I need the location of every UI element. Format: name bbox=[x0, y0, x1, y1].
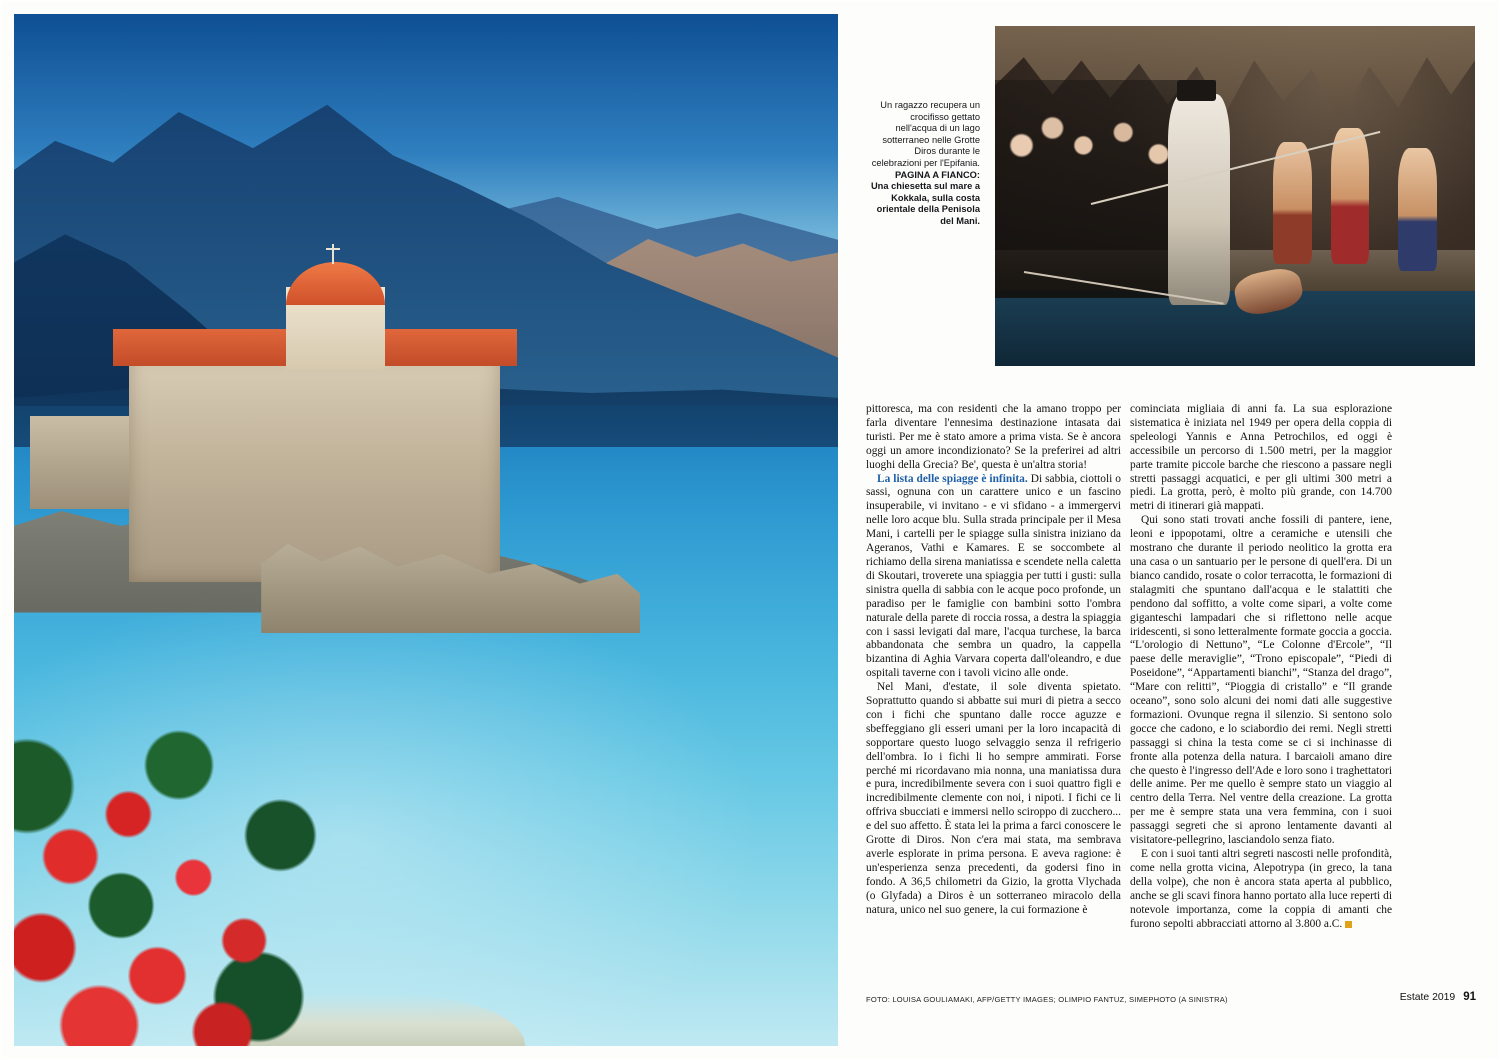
text-column-1 bbox=[866, 403, 1121, 918]
cross-icon bbox=[332, 244, 334, 264]
lede-phrase: La lista delle spiagge è infinita. bbox=[877, 472, 1028, 485]
priest-figure bbox=[1168, 94, 1230, 305]
paragraph-final bbox=[1130, 848, 1392, 931]
issue-label: Estate 2019 bbox=[1399, 992, 1456, 1003]
priest-hat bbox=[1177, 80, 1215, 100]
underground-lake bbox=[995, 291, 1475, 366]
paragraph: Qui sono stati trovati anche fossili di pantere, iene, leoni e ippopotami, oltre a ceramiche e utensili che mostrano che durante il periodo neolitico la grotta era una casa o un santuario per le persone di quell'era. Di un bianco candido, rosate o color terracotta, le formazioni di stalagmiti che spuntano dall'acqua e le stalattiti che pendono dal soffitto, a volte come sipari, a volte come giganteschi lampadari che si riflettono nelle acque iridescenti, si sono letteralmente formate goccia a goccia. “L'orologio di Nettuno”, “Le Colonne d'Ercole”, “Il paese delle meraviglie”, “Trono episcopale”, “Piedi di Poseidone”, “Appartamenti bianchi”, “Stanza del drago”, “Mare con relitti”, “Pioggia di cristallo” e “Il grande oceano”, sono solo alcuni dei nomi dati alle suggestive formazioni. Ovunque regna il silenzio. Si sentono solo gocce che cadono, e lo sciabordio dei remi. Negli stretti passaggi si china la testa come se ci si inchinasse di fronte alla potenza della natura. I barcaioli amano dire che questo è l'ingresso dell'Ade e loro sono i traghettatori delle anime. Per me quello è sempre stato un viaggio al centro della Terra. Nel ventre della creazione. La grotta per me è sempre stata una vera femmina, con i suoi passaggi segreti che si aprono lentamente davanti al visitatore-pellegrino, lasciandolo senza fiato. bbox=[1130, 514, 1392, 847]
caption-label: PAGINA A FIANCO: bbox=[894, 169, 980, 180]
end-mark-icon bbox=[1345, 921, 1352, 928]
paragraph-body: E con i suoi tanti altri segreti nascosti nelle profondità, come nella grotta vicina, Alepotrypa (in greco, la tana della volpe), che non è ancora stata aperta al pubblico, anche se gli scavi finora hanno portato alla luce reperti di notevole importanza, come la coppia di amanti che furono sepolti abbracciati attorno al 3.800 a.C. bbox=[1130, 848, 1392, 930]
paragraph: Nel Mani, d'estate, il sole diventa spietato. Soprattutto quando si abbatte sui muri di pietra a secco con i fichi che spuntano dalle rocce aguzze e sbeffeggiano gli esseri umani per la loro incapacità di sopportare questo luogo selvaggio senza il refrigerio dell'ombra. Io i fichi li ho sempre ammirati. Forse perché mi ricordavano mia nonna, una maniatissa dura e pura, incredibilmente severa con i suoi quattro figli e incredibilmente clemente con noi, i nipoti. I fichi ce li offriva sbucciati e immersi nello sciroppo di zucchero... e del suo affetto. È stata lei la prima a farci conoscere le Grotte di Diros. Non c'era mai stata, ma sembrava averle esplorate in prima persona. E aveva ragione: è un'esperienza senza precedenti, da godersi fino in fondo. A 36,5 chilometri da Gizio, la grotta Vlychada (o Glyfada) a Diros è un sotterraneo miracolo della natura, unico nel suo genere, la cui formazione è bbox=[866, 681, 1122, 916]
swimmer-figure bbox=[1331, 128, 1369, 264]
page-number: 91 bbox=[1463, 991, 1476, 1003]
church-body bbox=[129, 355, 500, 582]
paragraph-body: Di sabbia, ciottoli o sassi, ognuna con un carattere unico e un fascino insuperabile, vi invitano - e vi sfidano - a immergervi nelle loro acque blu. Sulla strada principale per il Mesa Mani, i cartelli per le spiagge sulla sinistra iniziano da Ageranos, Vathi e Kamares. E se soccombete al richiamo della sirena maniatissa e scendete nella caletta di Skoutari, troverete una spiaggia per tutti i gusti: sulla sinistra quella di sabbia con le acque poco profonde, un paradiso per le famiglie con bambini sotto l'ombra naturale della parete di roccia rossa, a destra la spiaggia con i sassi levigati dal mare, l'acqua turchese, la barca abbandonata che sembra un quadro, la cappella bizantina di Aghia Varvara coperta dall'oleandro, e due ospitali taverne con i tavoli vicino alle onde. bbox=[866, 472, 1121, 680]
photo-caption bbox=[868, 100, 980, 228]
bougainvillea-flowers bbox=[14, 716, 360, 1046]
folio bbox=[1400, 991, 1476, 1003]
swimmer-figure bbox=[1398, 148, 1436, 270]
photo-chiesetta-kokkala bbox=[14, 14, 838, 1046]
paragraph: cominciata migliaia di anni fa. La sua esplorazione sistematica è iniziata nel 1949 per opera della coppia di speleologi Yannis e Anna Petrochilos, ed oggi è accessibile un percorso di 1.500 metri, per la maggior parte tramite piccole barche che riescono a passare negli stretti passaggi acquatici, e per gli ultimi 300 metri a piedi. La grotta, però, è molto più grande, con 14.700 metri di itinerari già mappati. bbox=[1130, 403, 1392, 513]
photo-grotte-diros bbox=[995, 26, 1475, 366]
swimmer-figure bbox=[1273, 142, 1311, 264]
caption-secondary-text: Una chiesetta sul mare a Kokkala, sulla costa orientale della Penisola del Mani. bbox=[870, 181, 980, 226]
caption-main-text: Un ragazzo recupera un crocifisso gettato nell'acqua di un lago sotterraneo nelle Grotte Diros durante le celebrazioni per l'Epifania. bbox=[871, 100, 980, 168]
paragraph: pittoresca, ma con residenti che la amano troppo per farla diventare l'ennesima destinazione intasata dai turisti. Per me è stato amore a prima vista. Se è ancora oggi un amore incondizionato? Se la preferirei ad altri luoghi della Grecia? Be', questa è un'altra storia! bbox=[866, 403, 1121, 471]
photo-credits: FOTO: LOUISA GOULIAMAKI, AFP/GETTY IMAGES; OLIMPIO FANTUZ, SIMEPHOTO (A SINISTRA) bbox=[866, 995, 1228, 1004]
text-column-2 bbox=[1130, 403, 1392, 931]
paragraph-with-lede bbox=[866, 473, 1121, 682]
